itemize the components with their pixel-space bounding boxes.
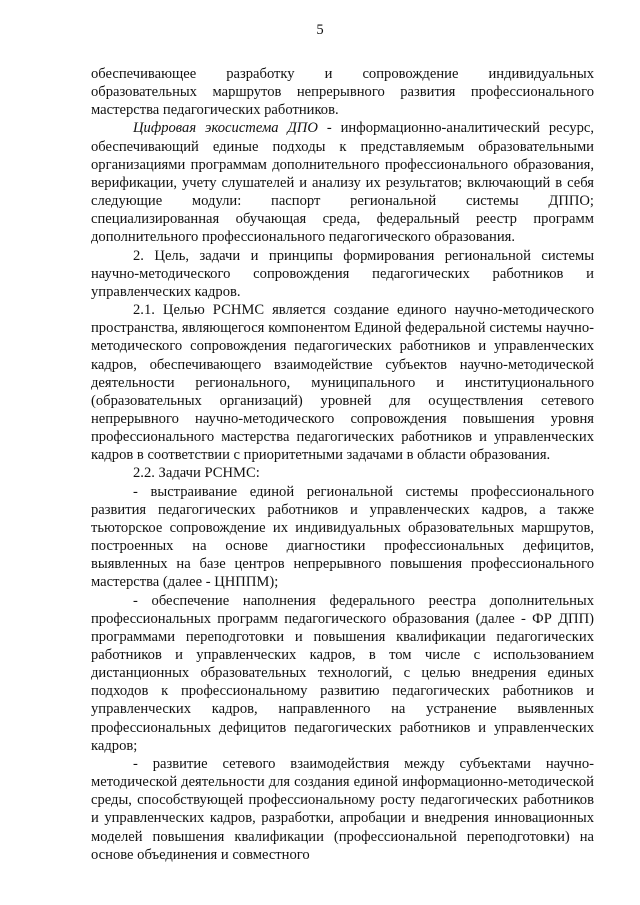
document-body <box>91 65 594 864</box>
paragraph-continuation: обеспечивающее разработку и сопровождение индивидуальных образовательных маршрутов непрерывного развития профессионального мастерства педагогических работников. <box>91 66 594 119</box>
paragraph-definition-digital-ecosystem <box>91 119 594 246</box>
defined-term: Цифровая экосистема ДПО <box>133 120 318 137</box>
task-list-item: - выстраивание единой региональной системы профессионального развития педагогических работников и управленческих кадров, а также тьюторское сопровождение их индивидуальных образовательных маршрутов, построенных на основе диагностики профессиональных дефицитов, выявленных на базе центров непрерывного повышения профессионального мастерства (далее - ЦНППМ); <box>91 483 594 591</box>
section-heading-2: 2. Цель, задачи и принципы формирования региональной системы научно-методического сопровождения педагогических работников и управленческих кадров. <box>91 247 594 300</box>
page-number: 5 <box>316 22 324 38</box>
paragraph-2-2-tasks-heading: 2.2. Задачи РСНМС: <box>133 465 260 482</box>
paragraph-2-1-goal: 2.1. Целью РСНМС является создание единого научно-методического пространства, являющегося компонентом Единой федеральной системы научно-методического сопровождения педагогических работников и управленческих кадров, обеспечивающего взаимодействие субъектов научно-методической деятельности регионального, муниципального и институционального (образовательных организаций) уровней для осуществления сетевого непрерывного научно-методического сопровождения повышения уровня профессионального мастерства педагогических работников и управленческих кадров в соответствии с приоритетными задачами в области образования. <box>91 302 594 464</box>
task-list-item: - развитие сетевого взаимодействия между субъектами научно-методической деятельности для создания единой информационно-методической среды, способствующей профессиональному росту педагогических работников и управленческих кадров, разработки, апробации и внедрения инновационных моделей повышения квалификации (профессиональной переподготовки) на основе объединения и совместного <box>91 755 594 863</box>
definition-text: - информационно-аналитический ресурс, обеспечивающий единые подходы к представляемым образовательными организациями программам дополнительного профессионального образования, верификации, учету слушателей и анализу их результатов; включающий в себя следующие модули: паспорт региональной системы ДППО; специализированная обучающая среда, федеральный реестр программ дополнительного профессионального педагогического образования. <box>91 120 594 246</box>
task-list-item: - обеспечение наполнения федерального реестра дополнительных профессиональных программ педагогического образования (далее - ФР ДПП) программами переподготовки и повышения квалификации педагогических работников и управленческих кадров, в том числе с использованием дистанционных образовательных технологий, с целью внедрения единых подходов к профессиональному развитию педагогических работников и управленческих кадров, направленного на устранение выявленных профессиональных дефицитов педагогических работников и управленческих кадров; <box>91 592 594 754</box>
